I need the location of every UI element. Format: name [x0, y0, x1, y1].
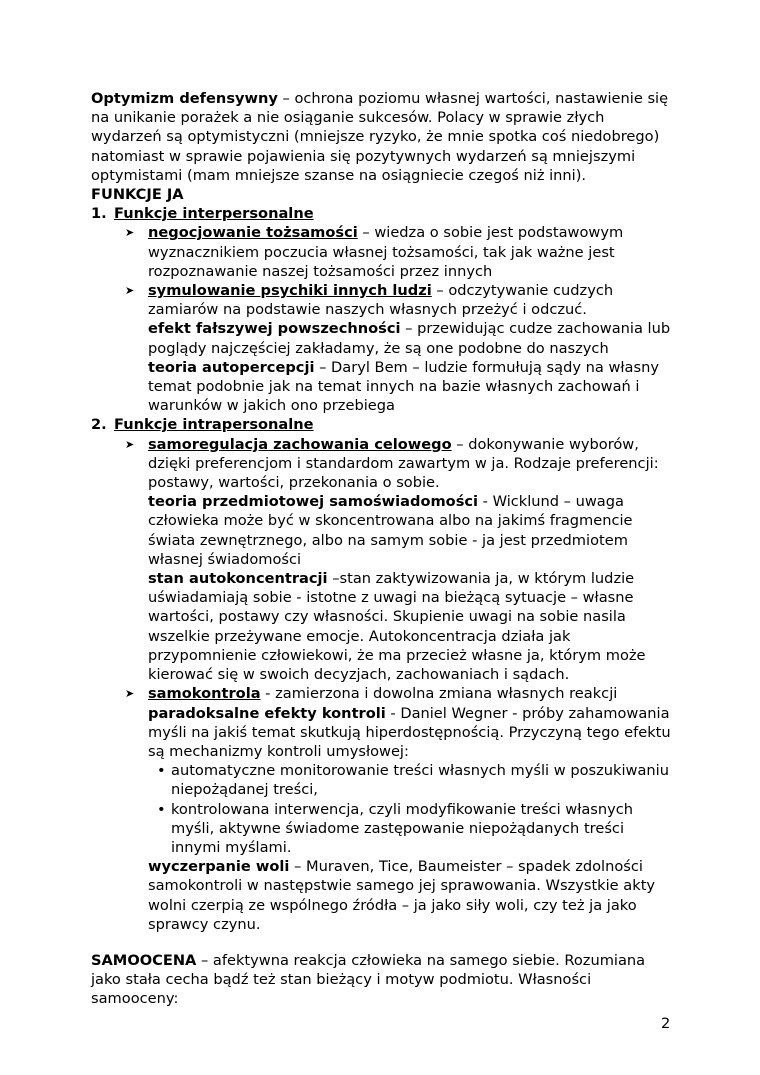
sub-text: – Daryl Bem – ludzie formułują sądy na własny temat podobnie jak na temat innych na bazie własnych zachowań i warunków w jakich ono przebiega	[148, 358, 659, 415]
bullet-text: automatyczne monitorowanie treści własnych myśli w poszukiwaniu niepożądanej treści,	[171, 762, 669, 799]
section-title: FUNKCJE JA	[91, 186, 184, 204]
sub-paragraph	[91, 857, 676, 934]
arrow-bullet-icon: ➤	[125, 437, 135, 451]
arrow-bullet-icon: ➤	[125, 284, 135, 298]
self-esteem-term: SAMOOCENA	[91, 951, 197, 969]
self-esteem-text: – afektywna reakcja człowieka na samego siebie. Rozumiana jako stała cecha bądź też stan bieżący i motyw podmiotu. Własności samooceny:	[91, 951, 646, 1008]
intro-term: Optymizm defensywny	[91, 90, 278, 107]
item-term: symulowanie psychiki innych ludzi	[148, 282, 432, 300]
sub-text: - Wicklund – uwaga człowieka może być w skoncentrowana albo na jakimś fragmencie świata zewnętrznego, albo na samym sobie - ja jest przedmiotem własnej świadomości	[148, 493, 633, 568]
interpersonal-title: Funkcje interpersonalne	[114, 205, 314, 223]
item-text: - zamierzona i dowolna zmiana własnych reakcji	[260, 685, 618, 703]
list-item	[91, 435, 676, 493]
sub-term: paradoksalne efekty kontroli	[148, 704, 386, 722]
sub-paragraph	[91, 319, 676, 357]
sub-paragraph	[91, 492, 676, 569]
paragraph-gap	[91, 934, 676, 951]
dot-bullet-icon: •	[157, 762, 166, 780]
interpersonal-number: 1.	[91, 205, 107, 223]
bullet-item	[91, 761, 676, 799]
intro-text: – ochrona poziomu własnej wartości, nastawienie się na unikanie porażek a nie osiąganie sukcesów. Polacy w sprawie złych wydarzeń są optymistyczni (mniejsze ryzyko, że mnie spotka coś niedobrego) natomiast w sprawie pojawienia się pozytywnych wydarzeń są mniejszymi optymistami (mam mniejsze szanse na osiągniecie czegoś niż inni).	[91, 90, 669, 184]
list-item	[91, 223, 676, 281]
item-text: – dokonywanie wyborów, dzięki preferencjom i standardom zawartym w ja. Rodzaje preferencji: postawy, wartości, przekonania o sobie.	[148, 435, 659, 492]
sub-text: –stan zaktywizowania ja, w którym ludzie uświadamiają sobie - istotne z uwagi na bieżącą sytuacje – własne wartości, postawy czy własności. Skupienie uwagi na sobie nasila wszelkie przeżywane emocje. Autokoncentracja działa jak przypomnienie człowiekowi, że ma przecież własne ja, którym może kierować się w swoich decyzjach, zachowaniach i sądach.	[148, 570, 646, 684]
item-text: – wiedza o sobie jest podstawowym wyznacznikiem poczucia własnej tożsamości, tak jak ważne jest rozpoznawanie naszej tożsamości przez innych	[148, 224, 624, 280]
sub-term: teoria przedmiotowej samoświadomości	[148, 493, 479, 511]
arrow-bullet-icon: ➤	[125, 226, 135, 240]
sub-paragraph	[91, 704, 676, 762]
intrapersonal-title: Funkcje intrapersonalne	[114, 416, 314, 434]
sub-term: wyczerpanie woli	[148, 858, 290, 876]
list-item	[91, 684, 676, 703]
sub-text: - Daniel Wegner - próby zahamowania myśli na jakiś temat skutkują hiperdostępnością. Przyczyną tego efektu są mechanizmy kontroli umysłowej:	[148, 704, 671, 760]
sub-text: – przewidując cudze zachowania lub poglądy najczęściej zakładamy, że są one podobne do naszych	[148, 320, 671, 357]
dot-bullet-icon: •	[157, 800, 166, 818]
document-page	[91, 89, 676, 1009]
sub-text: – Muraven, Tice, Baumeister – spadek zdolności samokontroli w następstwie samego jej sprawowania. Wszystkie akty wolni czerpią ze wspólnego źródła – ja jako siły woli, czy też ja jako sprawcy czynu.	[148, 858, 656, 933]
list-item	[91, 281, 676, 319]
intrapersonal-number: 2.	[91, 416, 107, 434]
arrow-bullet-icon: ➤	[125, 687, 135, 701]
bullet-item	[91, 800, 676, 858]
sub-paragraph	[91, 569, 676, 684]
item-term: samokontrola	[148, 685, 261, 703]
sub-term: stan autokoncentracji	[148, 570, 328, 588]
bullet-text: kontrolowana interwencja, czyli modyfikowanie treści własnych myśli, aktywne świadome zastępowanie niepożądanych treści innymi myślami.	[171, 800, 634, 856]
item-text: – odczytywanie cudzych zamiarów na podstawie naszych własnych przeżyć i odczuć.	[148, 282, 614, 319]
intro-paragraph	[91, 89, 676, 185]
item-term: samoregulacja zachowania celowego	[148, 435, 452, 453]
page-number: 2	[661, 1015, 671, 1032]
intrapersonal-heading	[91, 415, 676, 434]
item-term: negocjowanie tożsamości	[148, 224, 358, 242]
sub-term: efekt fałszywej powszechności	[148, 320, 401, 338]
sub-paragraph	[91, 358, 676, 416]
interpersonal-heading	[91, 204, 676, 223]
self-esteem-paragraph	[91, 951, 676, 1009]
sub-term: teoria autopercepcji	[148, 358, 315, 376]
